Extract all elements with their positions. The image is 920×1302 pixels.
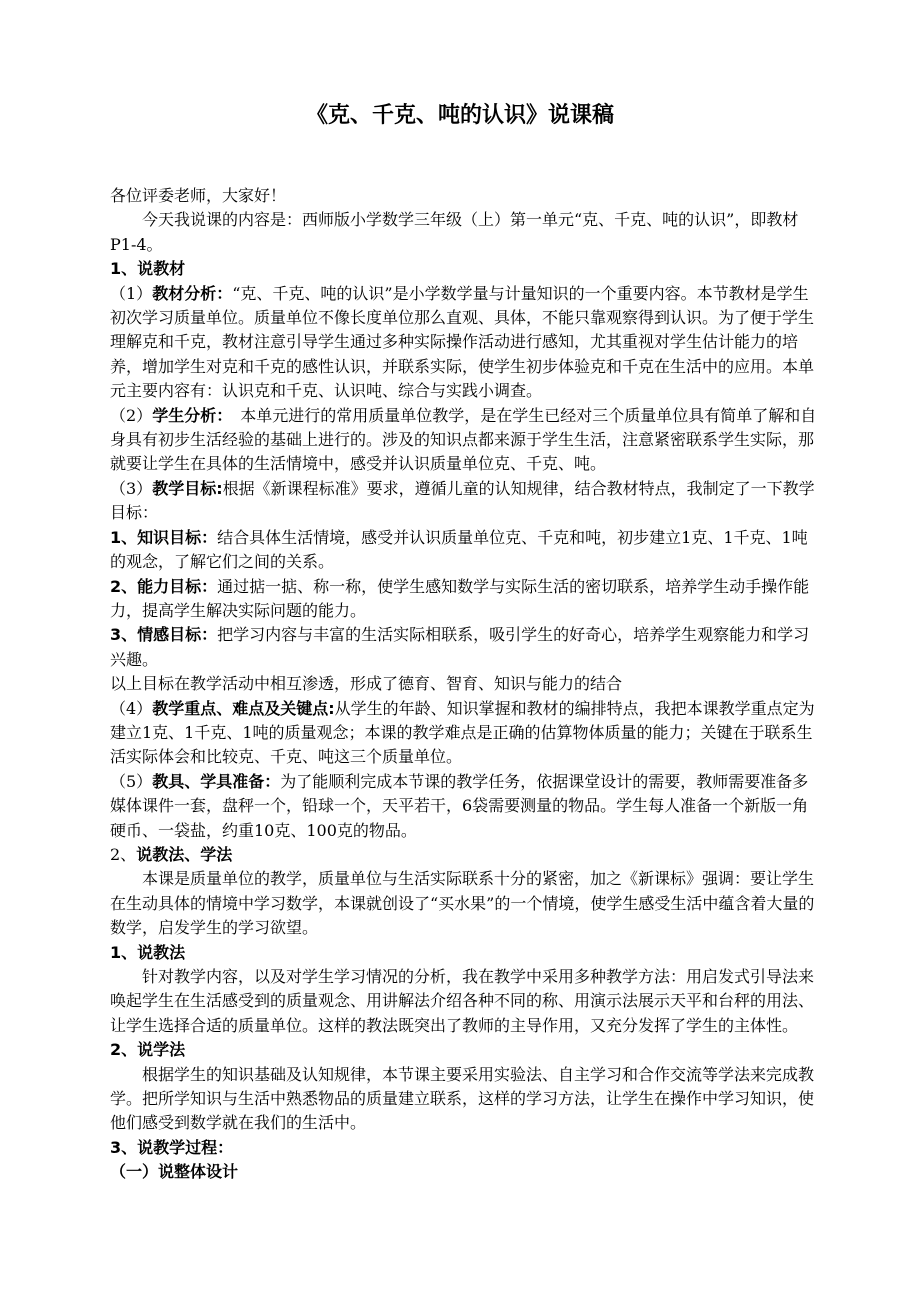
knowledge-goal — [110, 526, 820, 575]
teaching-goals-paragraph — [110, 477, 820, 526]
item-text: 从学生的年龄、知识掌握和教材的编排特点，我把本课教学重点定为建立1克、1千克、1吨的质量观念；本课的教学难点是正确的估算物体质量的能力；关键在于联系生活实际体会和比较克、千克、吨这三个质量单位。 — [110, 698, 815, 767]
teaching-method-paragraph: 针对教学内容，以及对学生学习情况的分析，我在教学中采用多种教学方法：用启发式引导法来唤起学生在生活感受到的质量观念、用讲解法介绍各种不同的称、用演示法展示天平和台秤的用法、让学生选择合适的质量单位。这样的教法既突出了教师的主导作用，又充分发挥了学生的主体性。 — [110, 967, 815, 1035]
emotion-goal — [110, 623, 820, 672]
ability-goal — [110, 575, 820, 624]
item-text: “克、千克、吨的认识”是小学数学量与计量知识的一个重要内容。本节教材是学生初次学习质量单位。质量单位不像长度单位那么直观、具体，不能只靠观察得到认识。为了便于学生理解克和千克，教材注意引导学生通过多种实际操作活动进行感知，尤其重视对学生估计能力的培养，增加学生对克和千克的感性认识，并联系实际，使学生初步体验克和千克在生活中的应用。本单元主要内容有：认识克和千克、认识吨、综合与实践小调查。 — [110, 283, 815, 401]
item-label: 教具、学具准备： — [152, 771, 281, 791]
item-label: 教学重点、难点及关键点: — [152, 698, 335, 718]
goal-label: 2、能力目标： — [110, 576, 218, 596]
materials-paragraph — [110, 770, 820, 843]
item-label: 教学目标: — [152, 478, 223, 498]
item-label: 教材分析： — [152, 283, 233, 303]
item-label: 学生分析： — [152, 405, 225, 425]
textbook-analysis-paragraph — [110, 282, 820, 404]
document-body — [110, 184, 820, 1185]
item-text: 根据《新课程标准》要求，遵循儿童的认知规律，结合教材特点，我制定了一下教学目标： — [110, 478, 815, 523]
goal-text: 结合具体生活情境，感受并认识质量单位克、千克和吨，初步建立1克、1千克、1吨的观念，了解它们之间的关系。 — [110, 527, 808, 572]
intro-paragraph: 今天我说课的内容是：西师版小学数学三年级（上）第一单元“克、千克、吨的认识”，即教材P1-4。 — [110, 210, 799, 254]
goals-summary: 以上目标在教学活动中相互渗透，形成了德育、智育、知识与能力的结合 — [110, 674, 623, 694]
item-number: （5） — [110, 771, 153, 791]
section-label: 说教法、学法 — [136, 844, 233, 864]
item-number: （1） — [110, 283, 153, 303]
item-text: 本单元进行的常用质量单位教学，是在学生已经对三个质量单位具有简单了解和自身具有初步生活经验的基础上进行的。涉及的知识点都来源于学生生活，注意紧密联系学生实际，那就要让学生在具体的生活情境中，感受并认识质量单位克、千克、吨。 — [110, 405, 817, 474]
student-analysis-paragraph — [110, 404, 820, 477]
item-number: （2） — [110, 405, 153, 425]
item-text: 为了能顺利完成本节课的教学任务，依据课堂设计的需要，教师需要准备多媒体课件一套，盘秤一个，铅球一个，天平若干，6袋需要测量的物品。学生每人准备一个新版一角硬币、一袋盐，约重10克、100克的物品。 — [110, 771, 809, 840]
item-number: （3） — [110, 478, 153, 498]
goal-text: 把学习内容与丰富的生活实际相联系，吸引学生的好奇心，培养学生观察能力和学习兴趣。 — [110, 625, 810, 669]
item-number: （4） — [110, 698, 153, 718]
goal-label: 1、知识目标： — [110, 527, 218, 547]
methods-paragraph: 本课是质量单位的教学，质量单位与生活实际联系十分的紧密，加之《新课标》强调：要让学生在生动具体的情境中学习数学，本课就创设了“买水果”的一个情境，使学生感受生活中蕴含着大量的数学，启发学生的学习欲望。 — [110, 869, 815, 938]
key-points-paragraph — [110, 697, 820, 770]
section-heading-textbook: 1、说教材 — [110, 259, 186, 279]
goal-label: 3、情感目标： — [110, 625, 218, 645]
page-title: 《克、千克、吨的认识》说课稿 — [305, 103, 614, 128]
section-heading-methods — [110, 843, 820, 867]
section-number: 2、 — [110, 844, 137, 864]
subsection-heading-overall-design: （一）说整体设计 — [110, 1162, 239, 1182]
section-heading-learning-method: 2、说学法 — [110, 1040, 186, 1060]
section-heading-process: 3、说教学过程： — [110, 1137, 234, 1157]
greeting: 各位评委老师，大家好！ — [110, 186, 287, 205]
section-heading-teaching-method: 1、说教法 — [110, 942, 186, 962]
learning-method-paragraph: 根据学生的知识基础及认知规律，本节课主要采用实验法、自主学习和合作交流等学法来完成教学。把所学知识与生活中熟悉物品的质量建立联系，这样的学习方法，让学生在操作中学习知识，使他们感受到数学就在我们的生活中。 — [110, 1064, 815, 1133]
goal-text: 通过掂一掂、称一称，使学生感知数学与实际生活的密切联系，培养学生动手操作能力，提高学生解决实际问题的能力。 — [110, 576, 810, 620]
